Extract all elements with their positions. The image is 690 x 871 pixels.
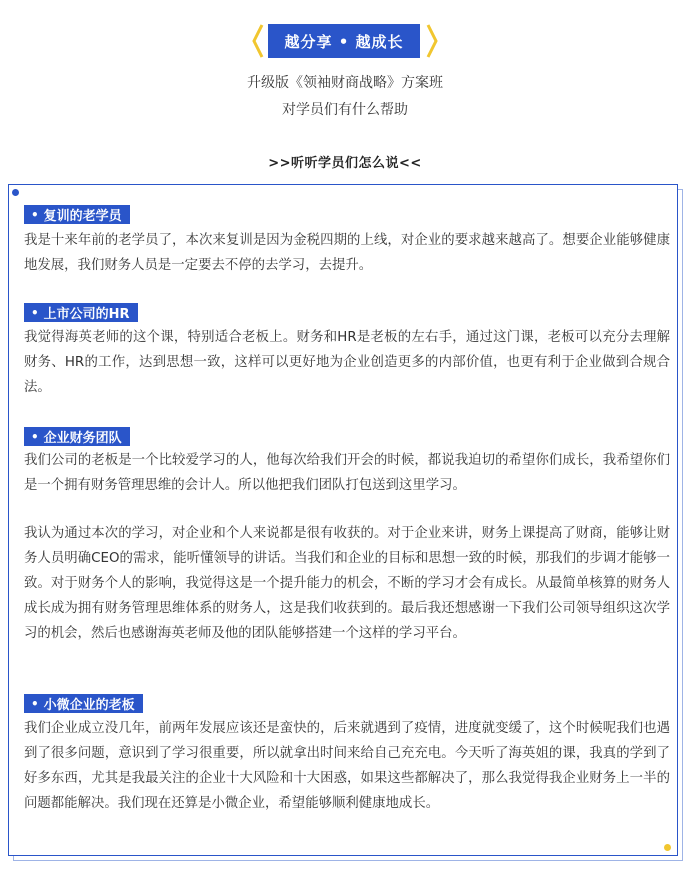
yellow-dot-decoration xyxy=(664,844,671,851)
banner-title: 越分享 • 越成长 xyxy=(268,24,420,58)
bullet-icon: • xyxy=(31,305,39,320)
header-banner xyxy=(0,24,690,58)
bullet-icon: • xyxy=(31,696,39,711)
section-tag-label: 企业财务团队 xyxy=(43,431,122,446)
course-title: 升级版《领袖财商战略》方案班 xyxy=(247,75,443,91)
blue-dot-decoration xyxy=(12,189,19,196)
section-tag-finance-team xyxy=(24,427,130,446)
testimonial-paragraph: 我们公司的老板是一个比较爱学习的人，他每次给我们开会的时候，都说我迫切的希望你们成长，我希望你们是一个拥有财务管理思维的会计人。所以他把我们团队打包送到这里学习。 xyxy=(24,453,670,493)
right-bracket-decoration xyxy=(426,24,438,58)
bullet-icon: • xyxy=(31,429,39,444)
section-tag-label: 小微企业的老板 xyxy=(43,698,135,713)
testimonial-paragraph: 我是十来年前的老学员了，本次来复训是因为金税四期的上线，对企业的要求越来越高了。想要企业能够健康地发展，我们财务人员是一定要去不停的去学习，去提升。 xyxy=(24,233,670,273)
section-tag-small-business-owner xyxy=(24,694,143,713)
section-tag-label: 上市公司的HR xyxy=(43,307,130,322)
section-tag-hr xyxy=(24,303,138,322)
section-tag-returning-student xyxy=(24,205,130,224)
testimonial-paragraph: 我们企业成立没几年，前两年发展应该还是蛮快的，后来就遇到了疫情，进度就变缓了，这个时候呢我们也遇到了很多问题，意识到了学习很重要，所以就拿出时间来给自己充充电。今天听了海英姐的课，我真的学到了好多东西，尤其是我最关注的企业十大风险和十大困惑，如果这些都解决了，那么我觉得我企业财务上一半的问题都能解决。我们现在还算是小微企业，希望能够顺利健康地成长。 xyxy=(24,721,670,811)
bullet-icon: • xyxy=(31,207,39,222)
testimonial-paragraph: 我认为通过本次的学习，对企业和个人来说都是很有收获的。对于企业来讲，财务上课提高了财商，能够让财务人员明确CEO的需求，能听懂领导的讲话。当我们和企业的目标和思想一致的时候，那我们的步调才能够一致。对于财务个人的影响，我觉得这是一个提升能力的机会，不断的学习才会有成长。从最简单核算的财务人成长成为拥有财务管理思维体系的财务人，这是我们收获到的。最后我还想感谢一下我们公司领导组织这次学习的机会，然后也感谢海英老师及他的团队能够搭建一个这样的学习平台。 xyxy=(24,526,670,641)
testimonials-heading: >>听听学员们怎么说<< xyxy=(268,156,422,171)
course-question: 对学员们有什么帮助 xyxy=(282,102,408,118)
left-bracket-decoration xyxy=(252,24,264,58)
testimonial-paragraph: 我觉得海英老师的这个课，特别适合老板上。财务和HR是老板的左右手，通过这门课，老板可以充分去理解财务、HR的工作，达到思想一致，这样可以更好地为企业创造更多的内部价值，也更有利于企业做到合规合法。 xyxy=(24,330,670,395)
section-tag-label: 复训的老学员 xyxy=(43,209,122,224)
